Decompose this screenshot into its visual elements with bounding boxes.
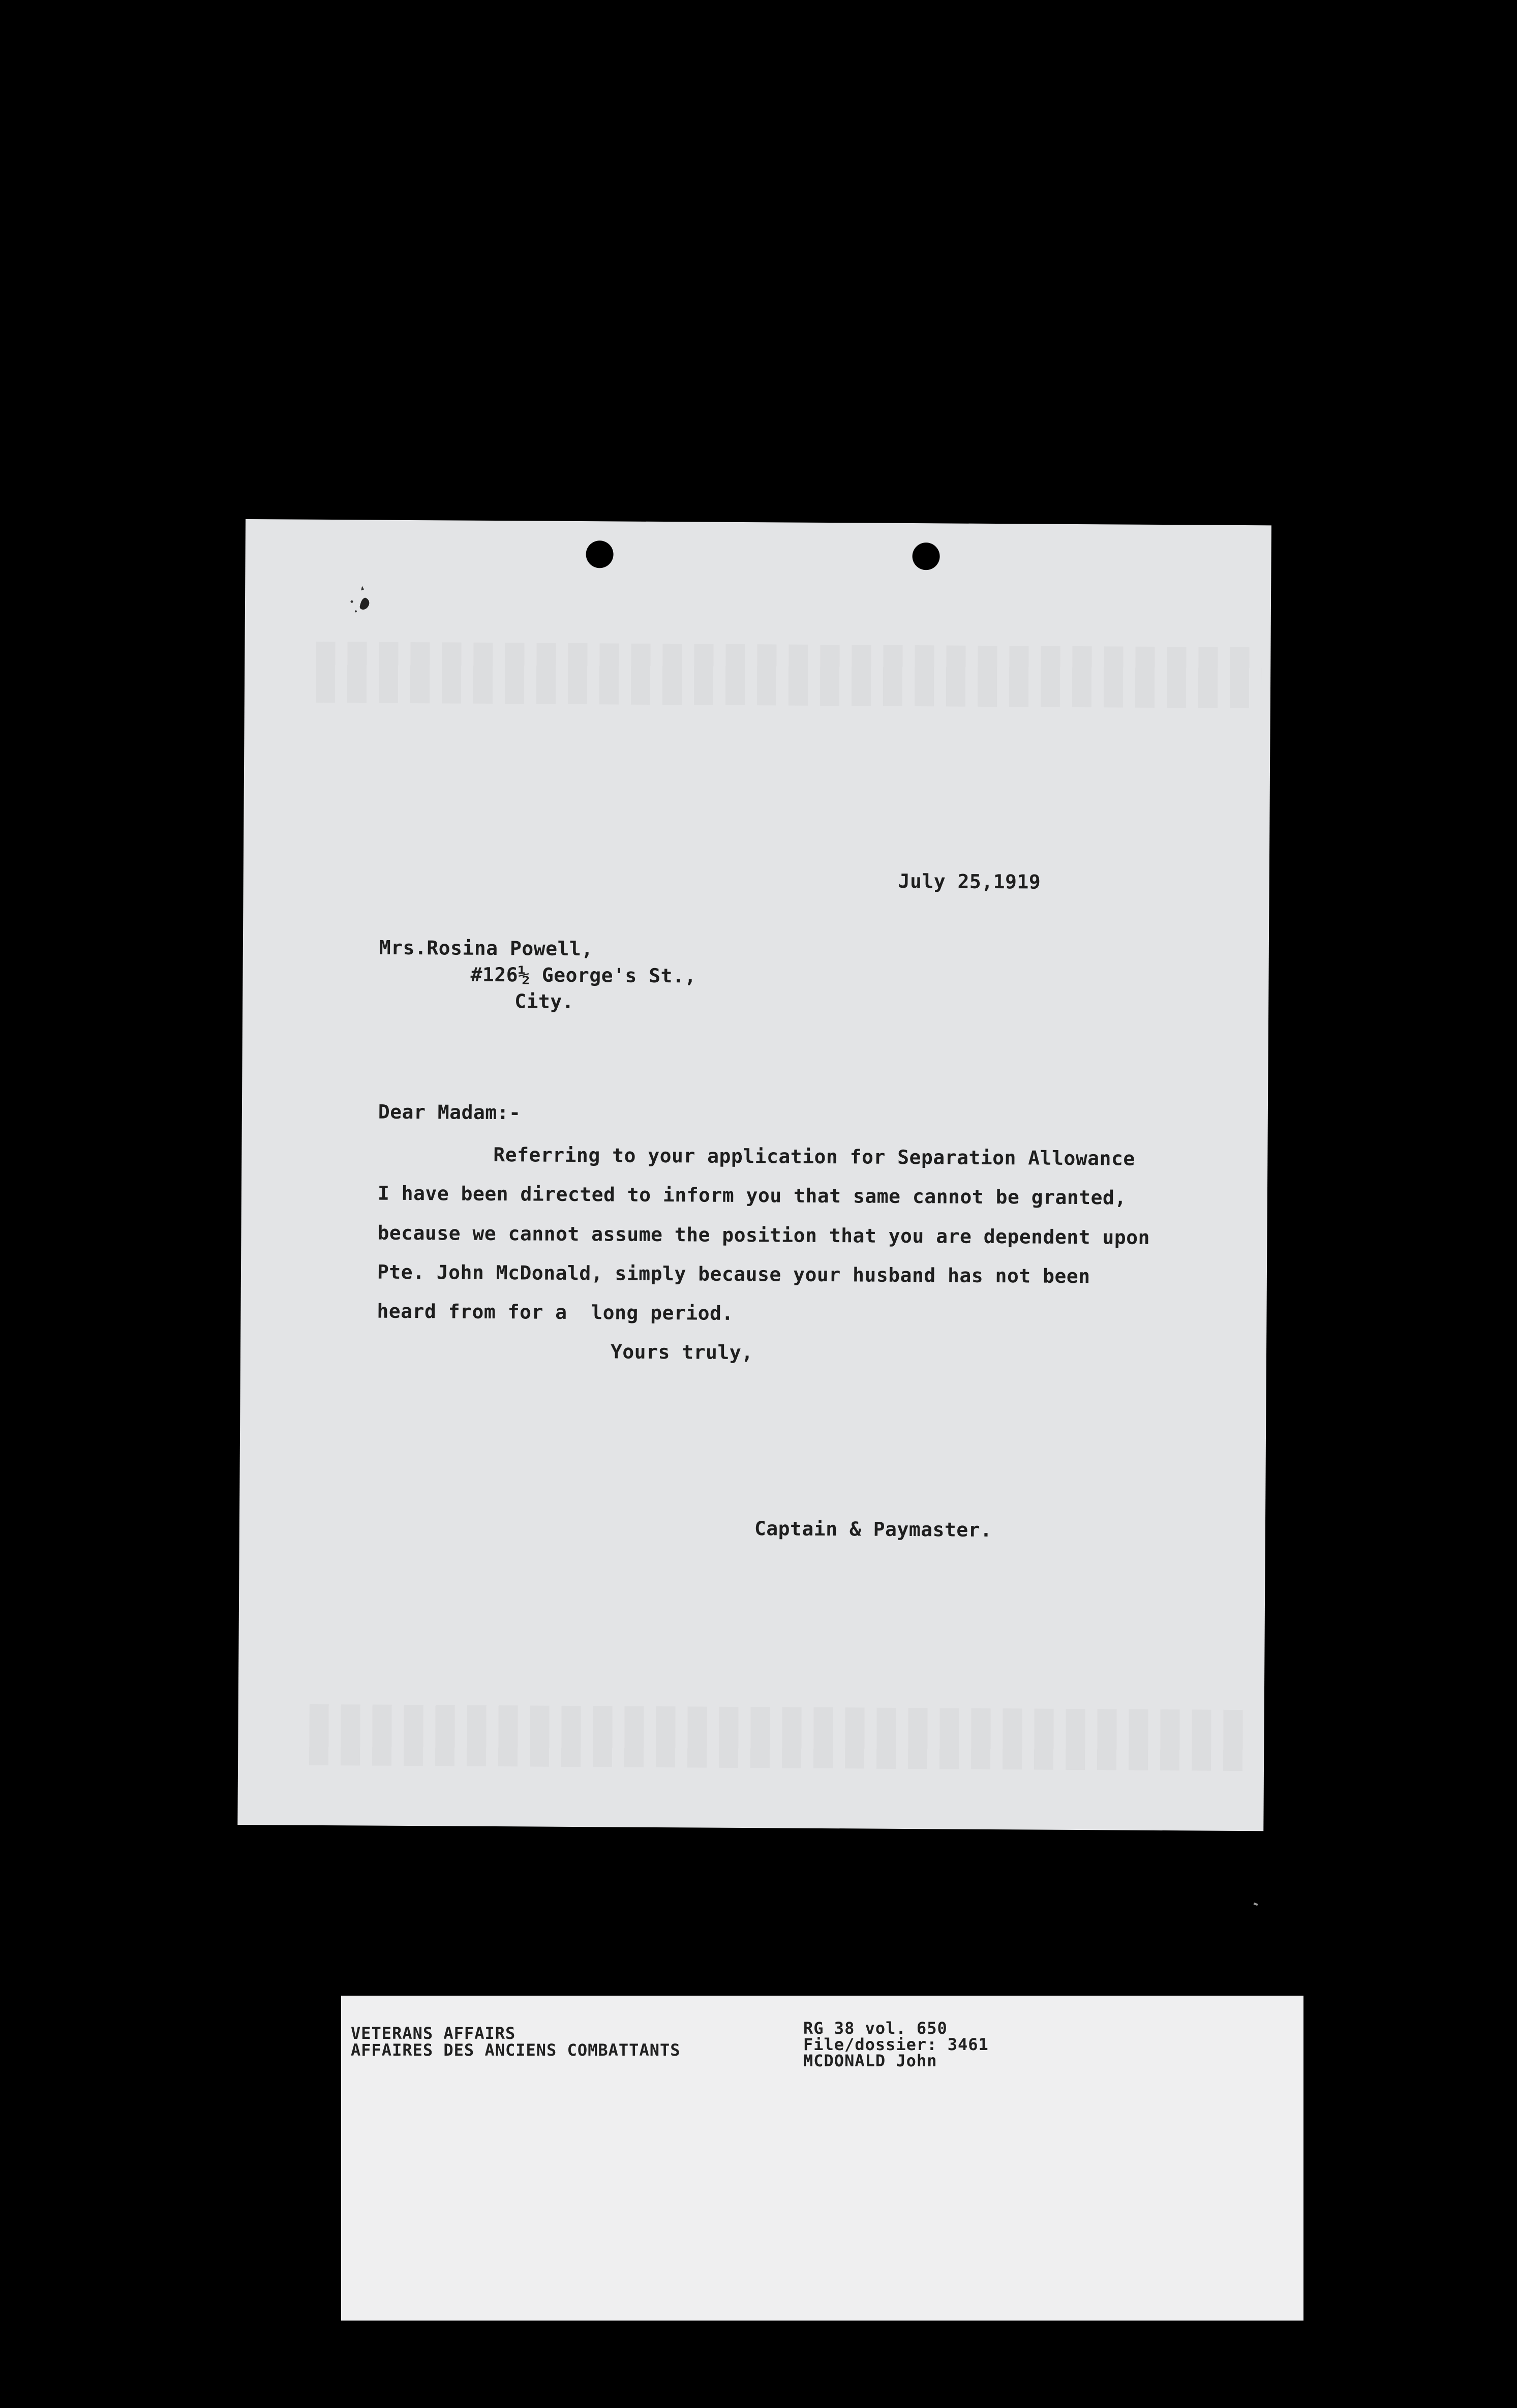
closing: Yours truly, <box>610 1340 753 1364</box>
body-line-2: I have been directed to inform you that same cannot be granted, <box>377 1182 1127 1209</box>
signature-title: Captain & Paymaster. <box>754 1517 992 1542</box>
subject-name: MCDONALD John <box>803 2051 937 2070</box>
body-line-4: Pte. John McDonald, simply because your husband has not been <box>377 1260 1090 1288</box>
recipient-name: Mrs.Rosina Powell, <box>379 936 593 960</box>
letter-date: July 25,1919 <box>898 869 1041 893</box>
dust-speck <box>1254 1903 1258 1906</box>
body-line-1: Referring to your application for Separation Allowance <box>493 1143 1135 1170</box>
punch-hole-right <box>912 543 939 570</box>
department-english: VETERANS AFFAIRS <box>351 2024 516 2043</box>
body-line-3: because we cannot assume the position that you are dependent upon <box>377 1221 1150 1249</box>
recipient-street: #126½ George's St., <box>470 963 696 987</box>
punch-hole-left <box>586 540 613 568</box>
file-number: File/dossier: 3461 <box>803 2035 989 2054</box>
letter-page <box>237 519 1271 1831</box>
salutation: Dear Madam:- <box>378 1100 521 1124</box>
archive-reference: RG 38 vol. 650 <box>803 2019 948 2038</box>
ink-smudge-icon <box>347 583 377 619</box>
ghost-letterhead-bottom <box>309 1704 1255 1771</box>
ghost-letterhead-top <box>316 642 1262 708</box>
department-french: AFFAIRES DES ANCIENS COMBATTANTS <box>351 2040 681 2060</box>
body-line-5: heard from for a long period. <box>377 1300 734 1325</box>
archive-label-card <box>341 1996 1303 2321</box>
recipient-city: City. <box>514 990 574 1013</box>
